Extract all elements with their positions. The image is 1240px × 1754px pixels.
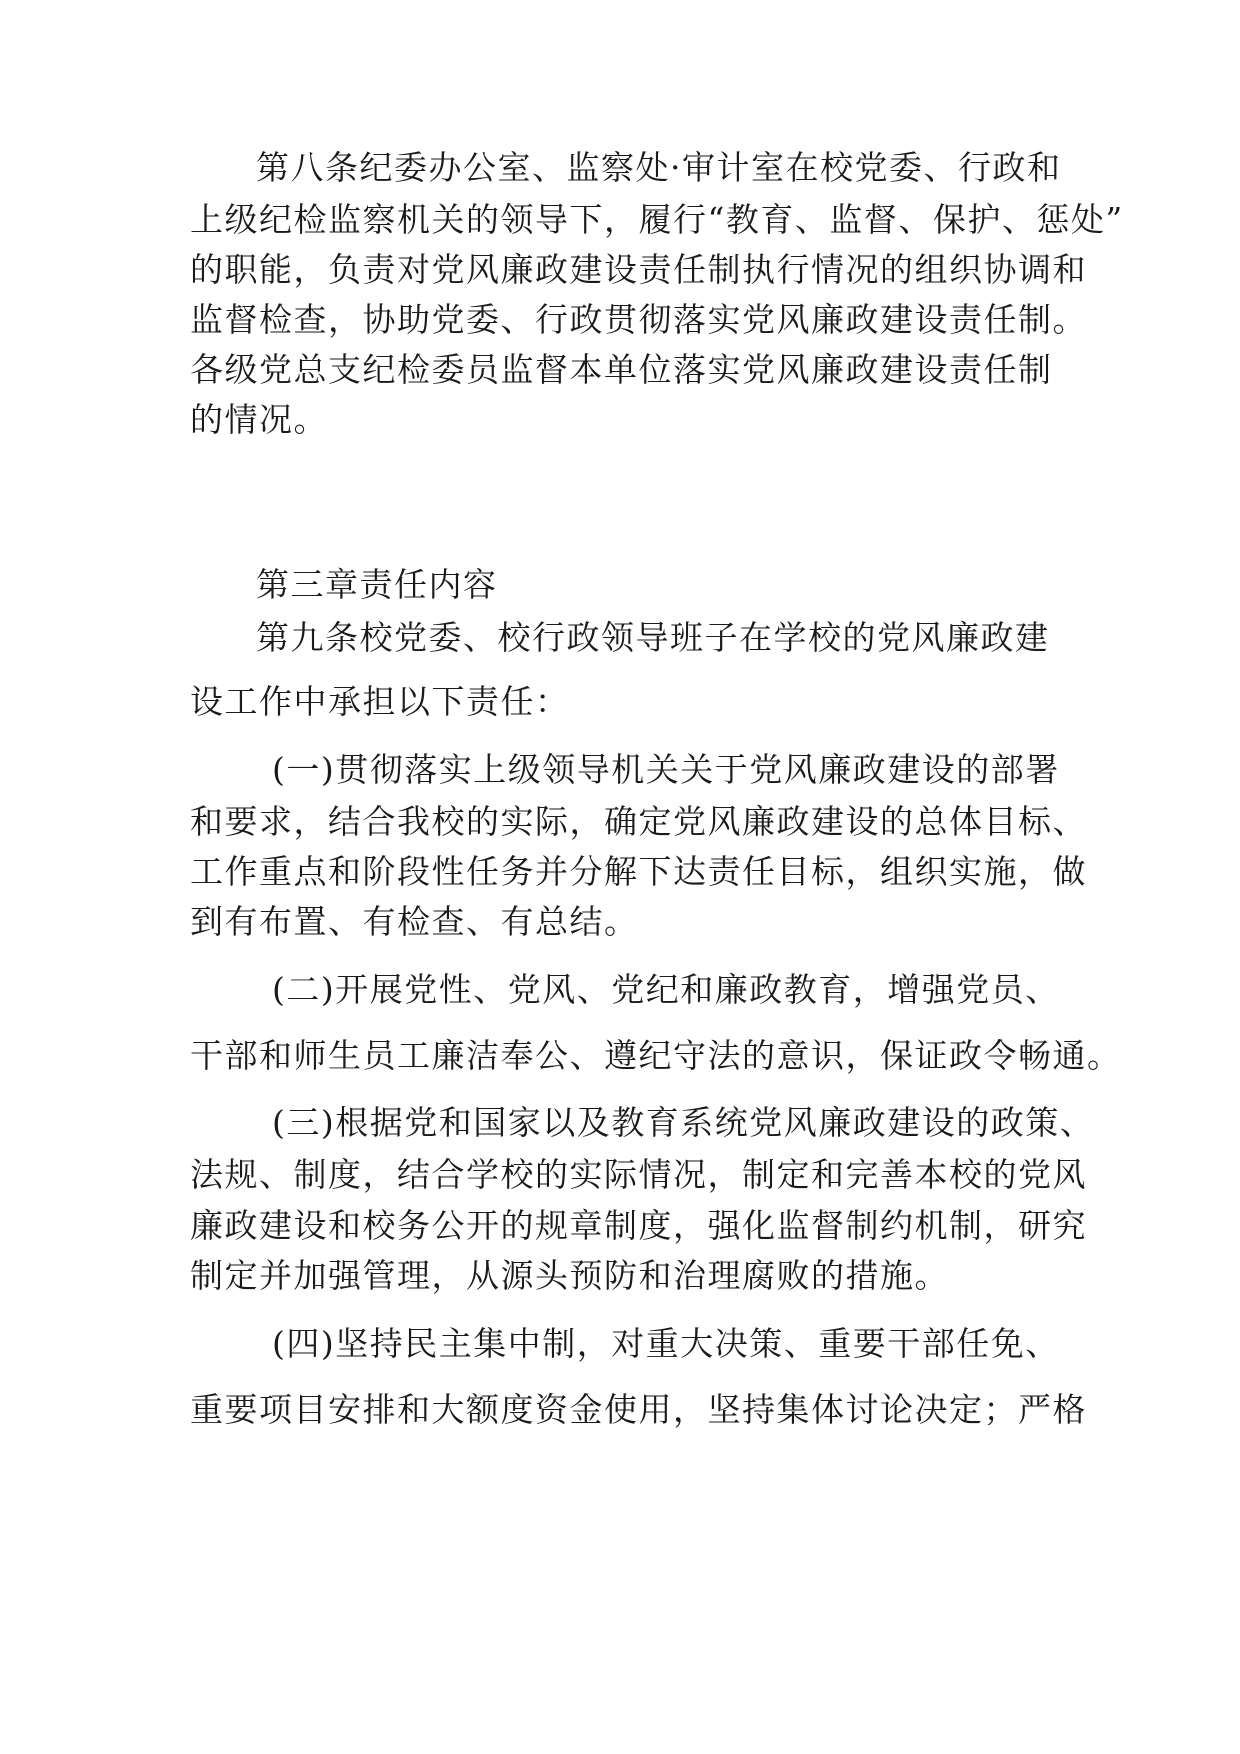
item3-line-3: 廉政建设和校务公开的规章制度，强化监督制约机制，研究: [190, 1206, 1087, 1245]
article8-line-3: 的职能，负责对党风廉政建设责任制执行情况的组织协调和: [190, 250, 1087, 289]
item3-line-4: 制定并加强管理，从源头预防和治理腐败的措施。: [190, 1256, 949, 1295]
article8-line-4: 监督检查，协助党委、行政贯彻落实党风廉政建设责任制。: [190, 300, 1087, 339]
article8-line-2: 上级纪检监察机关的领导下，履行“教育、监督、保护、惩处”: [190, 200, 1124, 239]
article8-line-1: 第八条纪委办公室、监察处·审计室在校党委、行政和: [256, 148, 1062, 187]
item3-line-2: 法规、制度，结合学校的实际情况，制定和完善本校的党风: [190, 1155, 1087, 1194]
article9-line-1: 第九条校党委、校行政领导班子在学校的党风廉政建: [256, 618, 1050, 657]
item1-line-2: 和要求，结合我校的实际，确定党风廉政建设的总体目标、: [190, 802, 1087, 841]
item2-line-2: 干部和师生员工廉洁奉公、遵纪守法的意识，保证政令畅通。: [190, 1036, 1122, 1075]
item1-line-3: 工作重点和阶段性任务并分解下达责任目标，组织实施，做: [190, 852, 1087, 891]
item4-line-2: 重要项目安排和大额度资金使用，坚持集体讨论决定；严格: [190, 1390, 1087, 1429]
item2-line-1: (二)开展党性、党风、党纪和廉政教育，增强党员、: [272, 970, 1060, 1009]
item1-line-4: 到有布置、有检查、有总结。: [190, 902, 639, 941]
chapter3-title: 第三章责任内容: [256, 565, 498, 604]
item1-line-1: (一)贯彻落实上级领导机关关于党风廉政建设的部署: [272, 750, 1060, 789]
article9-line-2: 设工作中承担以下责任：: [190, 682, 570, 721]
item3-line-1: (三)根据党和国家以及教育系统党风廉政建设的政策、: [272, 1103, 1095, 1142]
article8-line-6: 的情况。: [190, 400, 328, 439]
item4-line-1: (四)坚持民主集中制，对重大决策、重要干部任免、: [272, 1324, 1060, 1363]
article8-line-5: 各级党总支纪检委员监督本单位落实党风廉政建设责任制: [190, 350, 1053, 389]
